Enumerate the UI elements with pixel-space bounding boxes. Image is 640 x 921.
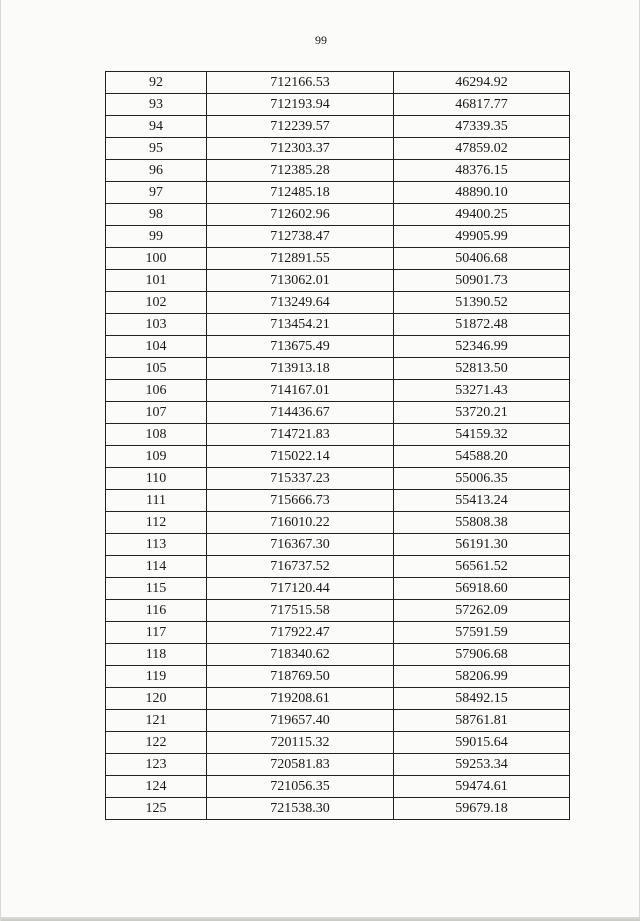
y-coordinate-cell: 58206.99 [394, 666, 570, 688]
x-coordinate-cell: 712303.37 [207, 138, 394, 160]
table-row [106, 776, 570, 798]
x-coordinate-cell: 715666.73 [207, 490, 394, 512]
point-number-cell: 109 [106, 446, 207, 468]
point-number-cell: 96 [106, 160, 207, 182]
y-coordinate-cell: 46817.77 [394, 94, 570, 116]
y-coordinate-cell: 59253.34 [394, 754, 570, 776]
table-row [106, 226, 570, 248]
table-row [106, 556, 570, 578]
y-coordinate-cell: 56561.52 [394, 556, 570, 578]
table-row [106, 424, 570, 446]
x-coordinate-cell: 712193.94 [207, 94, 394, 116]
point-number-cell: 93 [106, 94, 207, 116]
x-coordinate-cell: 712239.57 [207, 116, 394, 138]
point-number-cell: 103 [106, 314, 207, 336]
y-coordinate-cell: 47859.02 [394, 138, 570, 160]
x-coordinate-cell: 713062.01 [207, 270, 394, 292]
x-coordinate-cell: 721538.30 [207, 798, 394, 820]
y-coordinate-cell: 56918.60 [394, 578, 570, 600]
table-row [106, 644, 570, 666]
y-coordinate-cell: 53271.43 [394, 380, 570, 402]
point-number-cell: 98 [106, 204, 207, 226]
point-number-cell: 113 [106, 534, 207, 556]
y-coordinate-cell: 54588.20 [394, 446, 570, 468]
x-coordinate-cell: 717922.47 [207, 622, 394, 644]
table-row [106, 490, 570, 512]
y-coordinate-cell: 58492.15 [394, 688, 570, 710]
table-row [106, 248, 570, 270]
x-coordinate-cell: 713913.18 [207, 358, 394, 380]
x-coordinate-cell: 719657.40 [207, 710, 394, 732]
point-number-cell: 124 [106, 776, 207, 798]
table-row [106, 666, 570, 688]
point-number-cell: 102 [106, 292, 207, 314]
point-number-cell: 110 [106, 468, 207, 490]
y-coordinate-cell: 57906.68 [394, 644, 570, 666]
y-coordinate-cell: 47339.35 [394, 116, 570, 138]
point-number-cell: 120 [106, 688, 207, 710]
point-number-cell: 121 [106, 710, 207, 732]
point-number-cell: 119 [106, 666, 207, 688]
table-row [106, 182, 570, 204]
y-coordinate-cell: 52813.50 [394, 358, 570, 380]
point-number-cell: 94 [106, 116, 207, 138]
table-row [106, 512, 570, 534]
y-coordinate-cell: 49400.25 [394, 204, 570, 226]
point-number-cell: 106 [106, 380, 207, 402]
y-coordinate-cell: 55006.35 [394, 468, 570, 490]
point-number-cell: 123 [106, 754, 207, 776]
point-number-cell: 114 [106, 556, 207, 578]
x-coordinate-cell: 713249.64 [207, 292, 394, 314]
table-row [106, 160, 570, 182]
y-coordinate-cell: 59015.64 [394, 732, 570, 754]
point-number-cell: 118 [106, 644, 207, 666]
x-coordinate-cell: 712738.47 [207, 226, 394, 248]
x-coordinate-cell: 712166.53 [207, 72, 394, 94]
x-coordinate-cell: 715022.14 [207, 446, 394, 468]
table-row [106, 336, 570, 358]
table-row [106, 534, 570, 556]
table-row [106, 270, 570, 292]
y-coordinate-cell: 51390.52 [394, 292, 570, 314]
x-coordinate-cell: 713454.21 [207, 314, 394, 336]
point-number-cell: 111 [106, 490, 207, 512]
point-number-cell: 117 [106, 622, 207, 644]
point-number-cell: 92 [106, 72, 207, 94]
point-number-cell: 122 [106, 732, 207, 754]
y-coordinate-cell: 54159.32 [394, 424, 570, 446]
y-coordinate-cell: 59679.18 [394, 798, 570, 820]
y-coordinate-cell: 48376.15 [394, 160, 570, 182]
y-coordinate-cell: 50901.73 [394, 270, 570, 292]
y-coordinate-cell: 49905.99 [394, 226, 570, 248]
point-number-cell: 108 [106, 424, 207, 446]
x-coordinate-cell: 719208.61 [207, 688, 394, 710]
x-coordinate-cell: 718340.62 [207, 644, 394, 666]
table-row [106, 468, 570, 490]
point-number-cell: 100 [106, 248, 207, 270]
y-coordinate-cell: 57262.09 [394, 600, 570, 622]
table-row [106, 732, 570, 754]
x-coordinate-cell: 714436.67 [207, 402, 394, 424]
table-row [106, 402, 570, 424]
x-coordinate-cell: 718769.50 [207, 666, 394, 688]
point-number-cell: 99 [106, 226, 207, 248]
y-coordinate-cell: 58761.81 [394, 710, 570, 732]
table-row [106, 358, 570, 380]
x-coordinate-cell: 721056.35 [207, 776, 394, 798]
point-number-cell: 101 [106, 270, 207, 292]
table-row [106, 116, 570, 138]
x-coordinate-cell: 717515.58 [207, 600, 394, 622]
y-coordinate-cell: 46294.92 [394, 72, 570, 94]
y-coordinate-cell: 56191.30 [394, 534, 570, 556]
y-coordinate-cell: 59474.61 [394, 776, 570, 798]
table-row [106, 688, 570, 710]
y-coordinate-cell: 51872.48 [394, 314, 570, 336]
y-coordinate-cell: 55413.24 [394, 490, 570, 512]
table-row [106, 380, 570, 402]
table-row [106, 292, 570, 314]
table-row [106, 754, 570, 776]
x-coordinate-cell: 717120.44 [207, 578, 394, 600]
y-coordinate-cell: 53720.21 [394, 402, 570, 424]
table-row [106, 314, 570, 336]
y-coordinate-cell: 55808.38 [394, 512, 570, 534]
coordinate-table [105, 71, 570, 820]
coordinate-table-body [106, 72, 570, 820]
table-row [106, 204, 570, 226]
x-coordinate-cell: 714721.83 [207, 424, 394, 446]
table-row [106, 72, 570, 94]
x-coordinate-cell: 716737.52 [207, 556, 394, 578]
point-number-cell: 116 [106, 600, 207, 622]
x-coordinate-cell: 714167.01 [207, 380, 394, 402]
x-coordinate-cell: 720115.32 [207, 732, 394, 754]
table-row [106, 622, 570, 644]
x-coordinate-cell: 713675.49 [207, 336, 394, 358]
x-coordinate-cell: 716367.30 [207, 534, 394, 556]
point-number-cell: 115 [106, 578, 207, 600]
table-row [106, 138, 570, 160]
x-coordinate-cell: 715337.23 [207, 468, 394, 490]
table-row [106, 798, 570, 820]
point-number-cell: 125 [106, 798, 207, 820]
y-coordinate-cell: 57591.59 [394, 622, 570, 644]
point-number-cell: 105 [106, 358, 207, 380]
x-coordinate-cell: 720581.83 [207, 754, 394, 776]
point-number-cell: 97 [106, 182, 207, 204]
point-number-cell: 112 [106, 512, 207, 534]
y-coordinate-cell: 52346.99 [394, 336, 570, 358]
point-number-cell: 107 [106, 402, 207, 424]
page-number: 99 [315, 33, 327, 47]
point-number-cell: 104 [106, 336, 207, 358]
x-coordinate-cell: 712485.18 [207, 182, 394, 204]
x-coordinate-cell: 712602.96 [207, 204, 394, 226]
table-row [106, 710, 570, 732]
x-coordinate-cell: 716010.22 [207, 512, 394, 534]
point-number-cell: 95 [106, 138, 207, 160]
x-coordinate-cell: 712891.55 [207, 248, 394, 270]
y-coordinate-cell: 48890.10 [394, 182, 570, 204]
table-row [106, 446, 570, 468]
table-row [106, 578, 570, 600]
table-row [106, 600, 570, 622]
table-row [106, 94, 570, 116]
scan-edge [1, 917, 640, 921]
y-coordinate-cell: 50406.68 [394, 248, 570, 270]
x-coordinate-cell: 712385.28 [207, 160, 394, 182]
